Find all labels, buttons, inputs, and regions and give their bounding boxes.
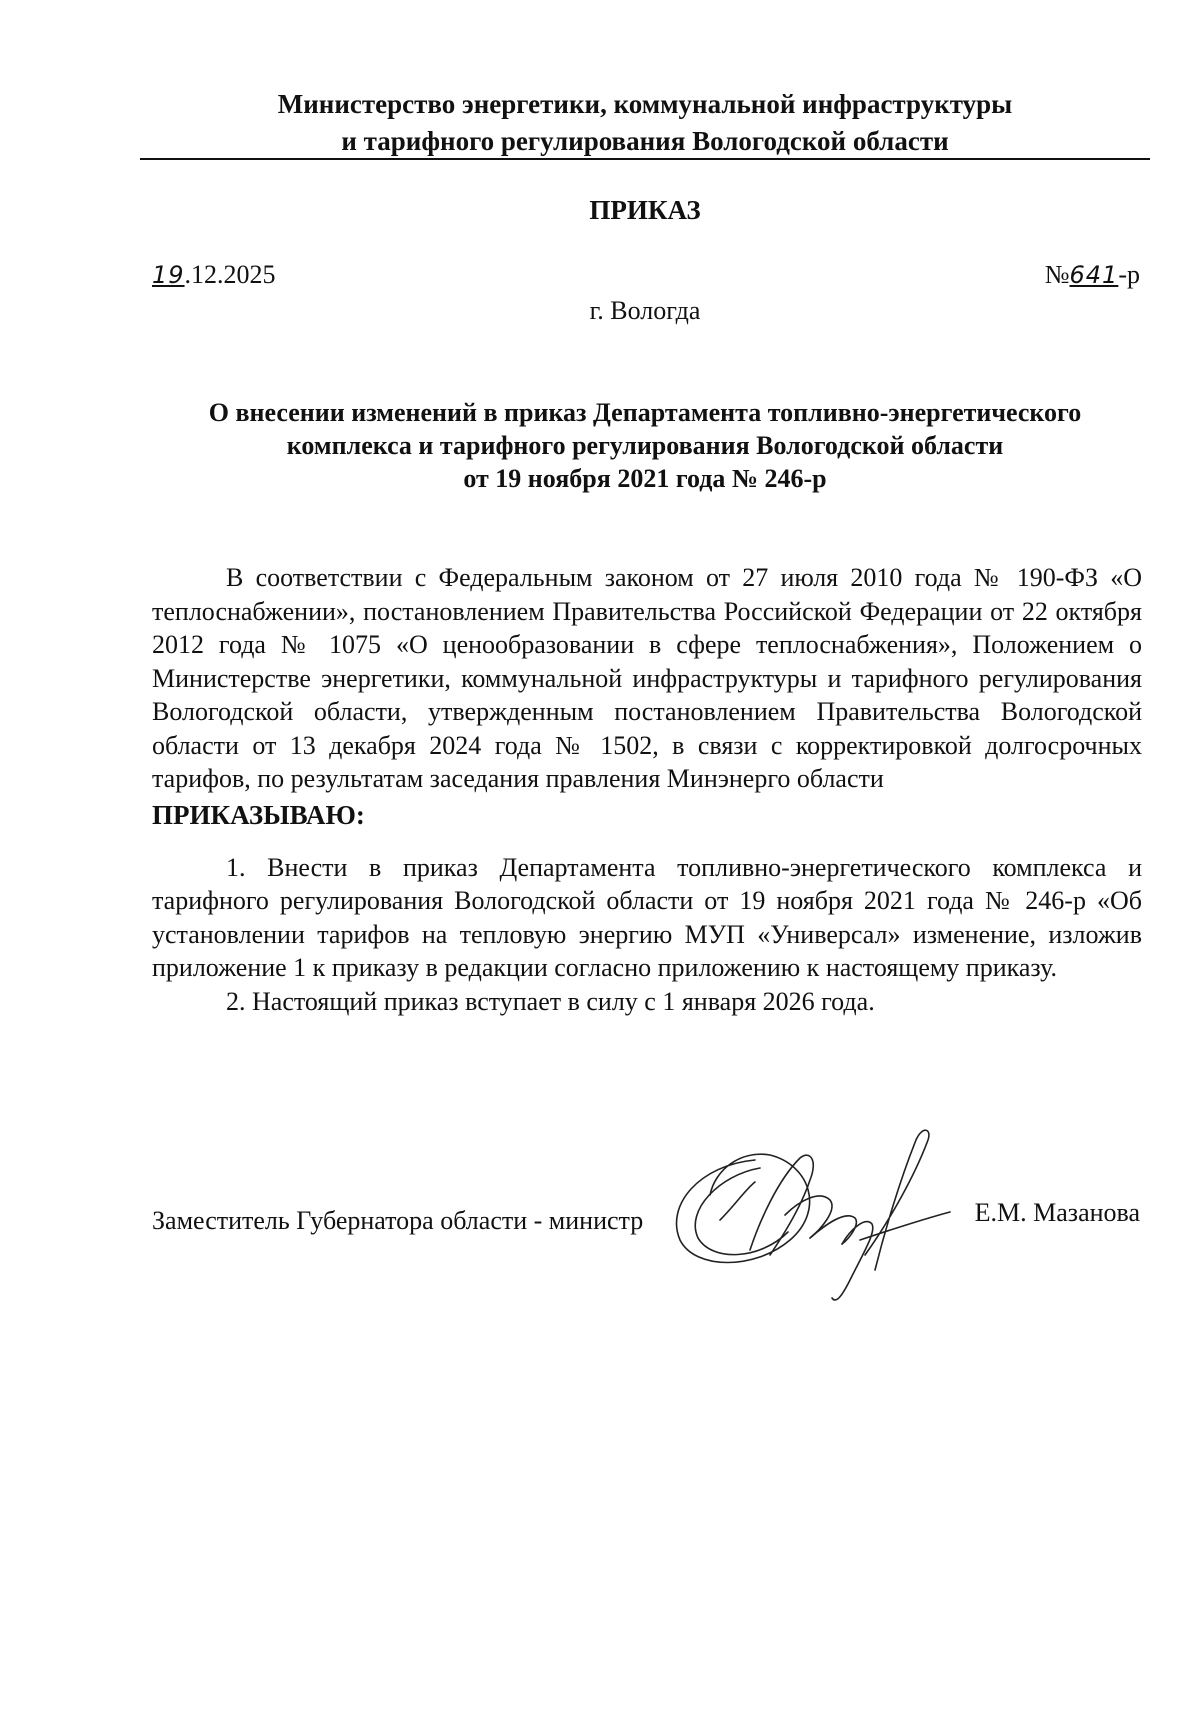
document-body (152, 561, 1142, 1018)
preamble-paragraph: В соответствии с Федеральным законом от 27 июля 2010 года № 190-ФЗ «О теплоснабжении», постановлением Правительства Российской Федерации от 22 октября 2012 года № 1075 «О ценообразовании в сфере теплоснабжения», Положением о Министерстве энергетики, коммунальной инфраструктуры и тарифного регулирования Вологодской области, утвержденным постановлением Правительства Вологодской области от 13 декабря 2024 года № 1502, в связи с корректировкой долгосрочных тарифов, по результатам заседания правления Минэнерго области (152, 563, 1142, 793)
document-number (1045, 260, 1140, 290)
document-date (152, 260, 276, 290)
document-subject (140, 396, 1150, 495)
handwritten-signature (660, 1120, 960, 1310)
ministry-line-2: и тарифного регулирования Вологодской области (341, 126, 949, 156)
header-divider (140, 158, 1150, 160)
subject-line-3: от 19 ноября 2021 года № 246-р (463, 464, 827, 493)
number-handwritten: 641 (1069, 261, 1119, 289)
ministry-header (140, 86, 1150, 160)
subject-line-2: комплекса и тарифного регулирования Вологодской области (286, 431, 1004, 460)
number-prefix: № (1044, 260, 1070, 289)
document-type: ПРИКАЗ (589, 195, 701, 225)
subject-line-1: О внесении изменений в приказ Департамента топливно-энергетического (208, 398, 1082, 427)
signer-title: Заместитель Губернатора области - министр (152, 1206, 644, 1235)
order-word: ПРИКАЗЫВАЮ: (152, 799, 365, 830)
date-day-handwritten: 19 (152, 261, 185, 289)
ministry-line-1: Министерство энергетики, коммунальной инфраструктуры (277, 89, 1013, 119)
signer-name: Е.М. Мазанова (974, 1198, 1140, 1227)
number-suffix: -р (1118, 260, 1140, 289)
order-item-1: 1. Внести в приказ Департамента топливно-энергетического комплекса и тарифного регулирования Вологодской области от 19 ноября 2021 года № 246-р «Об установлении тарифов на тепловую энергию МУП «Универсал» изменение, изложив приложение 1 к приказу в редакции согласно приложению к настоящему приказу. (152, 852, 1142, 982)
document-city: г. Вологда (589, 296, 701, 325)
order-item-2: 2. Настоящий приказ вступает в силу с 1 января 2026 года. (226, 986, 875, 1016)
date-month-year: .12.2025 (184, 260, 276, 289)
